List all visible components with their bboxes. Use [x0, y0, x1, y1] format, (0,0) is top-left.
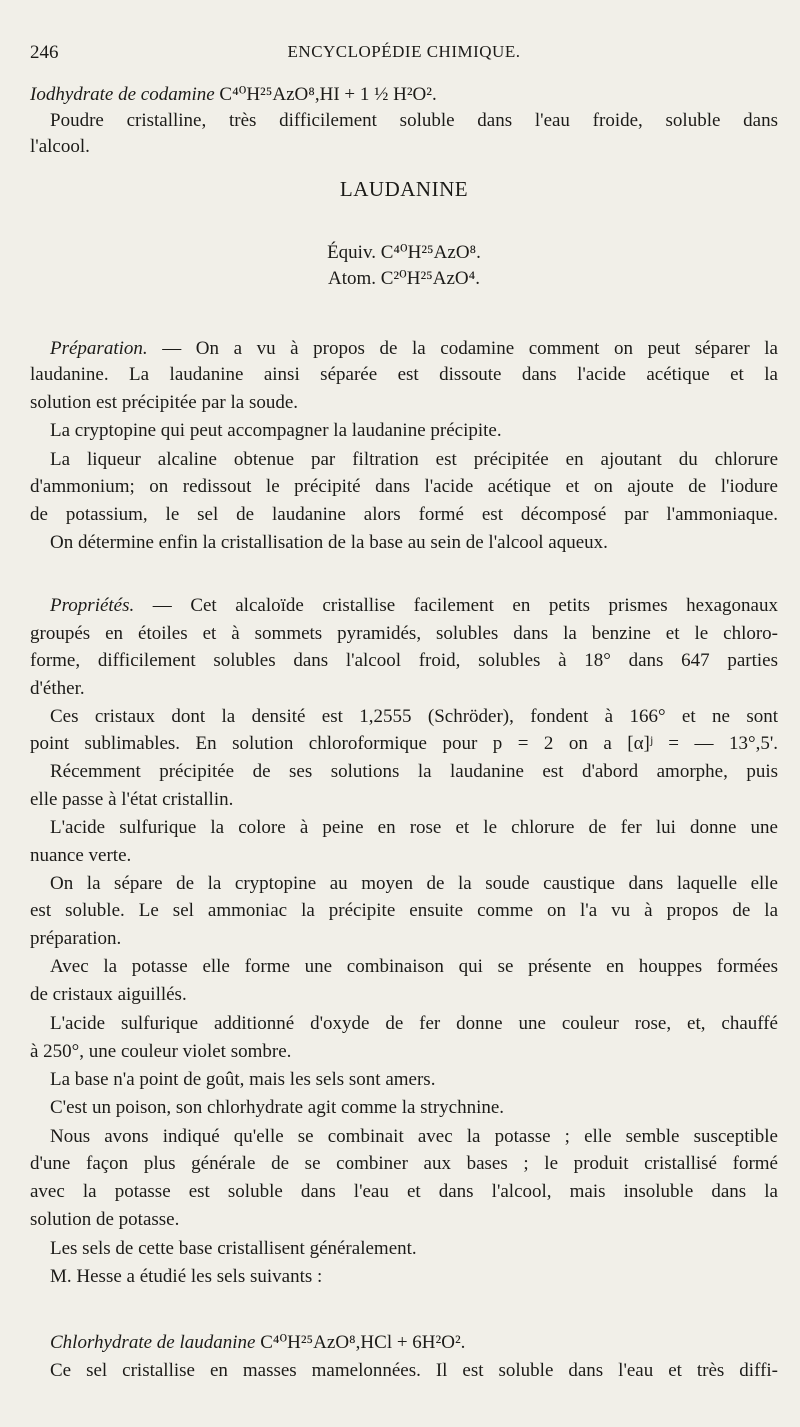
preparation-heading: Préparation.	[50, 338, 148, 359]
preparation-paragraph-start: Préparation. — On a vu à propos de la codamine comment on peut séparer la	[50, 338, 778, 359]
paragraph-line: l'alcool.	[30, 136, 90, 157]
formula-atom: Atom. C²⁰H²⁵AzO⁴.	[327, 268, 481, 289]
paragraph-line: Poudre cristalline, très difficilement soluble dans l'eau froide, soluble dans	[50, 110, 778, 131]
paragraph-line: Les sels de cette base cristallisent généralement.	[50, 1238, 417, 1259]
paragraph-line: L'acide sulfurique la colore à peine en rose et le chlorure de fer lui donne une	[50, 817, 778, 838]
paragraph-line: La base n'a point de goût, mais les sels sont amers.	[50, 1069, 436, 1090]
paragraph-line: Ces cristaux dont la densité est 1,2555 (Schröder), fondent à 166° et ne sont	[50, 706, 778, 727]
paragraph-line: elle passe à l'état cristallin.	[30, 789, 234, 810]
formula-equiv: Équiv. C⁴⁰H²⁵AzO⁸.	[327, 242, 481, 263]
paragraph-line: d'éther.	[30, 678, 85, 699]
salt-name: Iodhydrate de codamine	[30, 84, 215, 105]
chlorhydrate-heading	[30, 1330, 778, 1355]
paragraph-line: Ce sel cristallise en masses mamelonnées. Il est soluble dans l'eau et très diffi-	[50, 1360, 778, 1381]
page-number: 246	[30, 42, 59, 63]
paragraph-line: point sublimables. En solution chloroformique pour p = 2 on a [α]ʲ = — 13°,5'.	[30, 733, 778, 754]
salt-formula: C⁴⁰H²⁵AzO⁸,HI + 1 ½ H²O².	[219, 84, 437, 105]
paragraph-line: solution de potasse.	[30, 1209, 180, 1230]
codamine-iodhydrate-heading	[30, 82, 778, 107]
paragraph-line: d'ammonium; on redissout le précipité dans l'acide acétique et on ajoute de l'iodure	[30, 476, 778, 497]
paragraph-line: solution est précipitée par la soude.	[30, 392, 299, 413]
paragraph-line: avec la potasse est soluble dans l'eau et dans l'alcool, mais insoluble dans la	[30, 1181, 778, 1202]
running-title: ENCYCLOPÉDIE CHIMIQUE.	[287, 42, 521, 61]
salt-formula: C⁴⁰H²⁵AzO⁸,HCl + 6H²O².	[260, 1332, 466, 1353]
paragraph-line: L'acide sulfurique additionné d'oxyde de fer donne une couleur rose, et, chauffé	[50, 1013, 778, 1034]
paragraph-line: La liqueur alcaline obtenue par filtration est précipitée en ajoutant du chlorure	[50, 449, 778, 470]
paragraph-line: groupés en étoiles et à sommets pyramidés, solubles dans la benzine et le chloro-	[30, 623, 778, 644]
paragraph-line: de cristaux aiguillés.	[30, 984, 187, 1005]
paragraph-line: laudanine. La laudanine ainsi séparée est dissoute dans l'acide acétique et la	[30, 364, 778, 385]
paragraph-line: nuance verte.	[30, 845, 132, 866]
salt-name: Chlorhydrate de laudanine	[50, 1332, 256, 1353]
paragraph-line: C'est un poison, son chlorhydrate agit comme la strychnine.	[50, 1097, 505, 1118]
paragraph-line: M. Hesse a étudié les sels suivants :	[50, 1266, 323, 1287]
paragraph-line: est soluble. Le sel ammoniac la précipite ensuite comme on l'a vu à propos de la	[30, 900, 778, 921]
paragraph-line: Récemment précipitée de ses solutions la laudanine est d'abord amorphe, puis	[50, 761, 778, 782]
paragraph-line: Nous avons indiqué qu'elle se combinait avec la potasse ; elle semble susceptible	[50, 1126, 778, 1147]
paragraph-line: de potassium, le sel de laudanine alors formé est décomposé par l'ammoniaque.	[30, 504, 778, 525]
paragraph-line: On la sépare de la cryptopine au moyen de la soude caustique dans laquelle elle	[50, 873, 778, 894]
paragraph-line: à 250°, une couleur violet sombre.	[30, 1041, 292, 1062]
paragraph-line: On détermine enfin la cristallisation de la base au sein de l'alcool aqueux.	[50, 532, 608, 553]
proprietes-paragraph-start: Propriétés. — Cet alcaloïde cristallise facilement en petits prismes hexagonaux	[50, 595, 778, 616]
section-title: LAUDANINE	[339, 177, 469, 201]
running-header	[30, 42, 778, 70]
paragraph-line: préparation.	[30, 928, 122, 949]
paragraph-line: Avec la potasse elle forme une combinaison qui se présente en houppes formées	[50, 956, 778, 977]
paragraph-line: forme, difficilement solubles dans l'alcool froid, solubles à 18° dans 647 parties	[30, 650, 778, 671]
paragraph-line: La cryptopine qui peut accompagner la laudanine précipite.	[50, 420, 502, 441]
paragraph-line: d'une façon plus générale de se combiner aux bases ; le produit cristallisé formé	[30, 1153, 778, 1174]
proprietes-heading: Propriétés.	[50, 595, 135, 616]
